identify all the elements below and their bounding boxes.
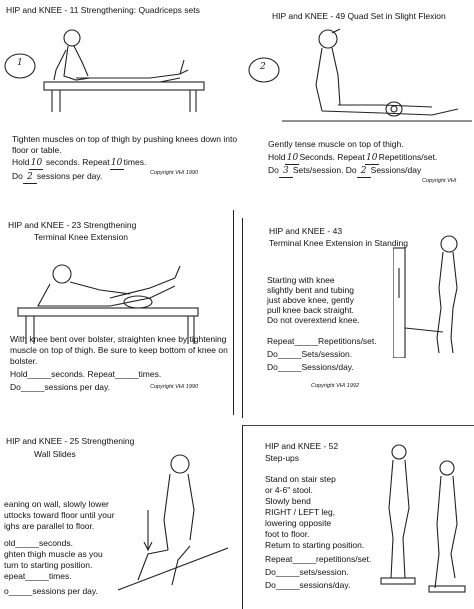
instruction-line: ghten thigh muscle as you [4,549,103,559]
card-subtitle: Terminal Knee Extension [34,232,129,242]
instruction-line: muscle on top of thigh. Be sure to keep bottom of knee on [10,345,228,355]
hold-repeat-line: Hold_____seconds. Repeat_____times. [10,369,162,379]
do-label: Do [268,165,279,175]
sets-value: 3 [279,166,293,178]
standing-tubing-illustration [393,228,473,358]
instruction-line: Slowly bend [265,496,311,506]
instruction-line: Stand on stair step [265,474,336,484]
quad-set-slight-flexion-illustration [282,25,472,125]
repetitions-line: Repeat_____repetitions/set. [265,554,372,564]
handwritten-number-circle [246,56,286,86]
exercise-card-hip-knee-23 [0,210,234,415]
quadriceps-set-illustration [30,20,230,115]
instruction-line: slightly bent and tubing [267,285,354,295]
hold-value: 10 [286,153,299,163]
instruction-line: With knee bent over bolster, straighten knee by tightening [10,334,227,344]
sessions-value: 2 [23,172,37,184]
repetitions-line: Repeat_____Repetitions/set. [267,336,377,346]
card-title: HIP and KNEE - 52 [265,441,339,451]
sessions-line: Do_____sessions/day. [265,580,351,590]
card-title: HIP and KNEE - 23 Strengthening [8,220,137,230]
repeat-label: seconds. Repeat [45,157,110,167]
card-subtitle: Wall Slides [34,449,76,459]
card-subtitle: Terminal Knee Extension in Standing [269,238,408,248]
instruction-line: or 4-6" stool. [265,485,313,495]
instruction-line: eaning on wall, slowly lower [4,499,109,509]
instruction-line: foot to floor. [265,529,310,539]
repeat-value: 10 [365,153,378,163]
hold-line: old_____seconds. [4,538,74,548]
sessions-label: sessions per day. [36,171,103,181]
instruction-line: Starting with knee [267,275,335,285]
sessions-line: Do_____sessions per day. [10,382,111,392]
sessions-line: Do_____Sessions/day. [267,362,354,372]
repetitions-label: Repetitions/set. [378,152,438,162]
hold-value: 10 [30,158,43,168]
instruction-line: just above knee, gently [267,295,354,305]
hold-repeat-line [268,152,437,165]
step-up-illustration [373,438,473,598]
card-title: HIP and KNEE - 25 Strengthening [6,436,135,446]
sets-line: Do_____Sets/session. [267,349,353,359]
exercise-card-hip-knee-11 [0,0,238,200]
sessions-label: Sessions/day [370,165,422,175]
card-subtitle: Step-ups [265,453,300,463]
instruction-line: uttocks toward floor until your [4,510,115,520]
copyright: Copyright VHI 1990 [150,384,198,390]
card-title: HIP and KNEE - 11 Strengthening: Quadriceps sets [6,5,200,15]
sessions-line: o_____sessions per day. [4,586,98,596]
instruction-line: floor or table. [12,145,62,155]
instruction-line: ighs are parallel to floor. [4,521,95,531]
sets-label: Sets/session. Do [292,165,357,175]
hold-label: Hold [268,152,286,162]
exercise-card-hip-knee-49 [242,0,474,200]
sessions-line [12,171,102,184]
instruction-line: Tighten muscles on top of thigh by pushing knees down into [12,134,238,144]
repeat-label: Seconds. Repeat [299,152,365,162]
card-title: HIP and KNEE - 43 [269,226,343,236]
exercise-card-hip-knee-25 [0,420,234,609]
instruction-line: lowering opposite [265,518,332,528]
instruction-line: pull knee back straight. [267,305,354,315]
sets-line: Do_____sets/session. [265,567,349,577]
hold-label: Hold [12,157,30,167]
repeat-value: 10 [110,158,123,168]
instruction-line: Do not overextend knee. [267,315,360,325]
instruction-line: RIGHT / LEFT leg, [265,507,336,517]
card-title: HIP and KNEE - 49 Quad Set in Slight Flexion [272,11,446,21]
copyright: Copyright VHI 1990 [150,170,198,176]
repeat-line: epeat_____times. [4,571,72,581]
copyright: Copyright VHI [422,178,457,184]
times-label: times. [123,157,147,167]
terminal-knee-extension-illustration [10,248,220,348]
exercise-card-hip-knee-43 [242,218,474,418]
hold-repeat-line [12,157,146,170]
handwritten-number: 2 [260,62,266,72]
copyright: Copyright VHI 1992 [311,383,359,389]
instruction-line: Gently tense muscle on top of thigh. [268,139,404,149]
instruction-line: bolster. [10,356,38,366]
sessions-value: 2 [357,166,371,178]
exercise-card-hip-knee-52 [242,425,474,609]
sets-sessions-line [268,165,421,178]
handwritten-number: 1 [17,58,23,68]
do-label: Do [12,171,23,181]
instruction-line: Return to starting position. [265,540,365,550]
wall-slide-illustration [118,450,228,600]
instruction-line: turn to starting position. [4,560,93,570]
